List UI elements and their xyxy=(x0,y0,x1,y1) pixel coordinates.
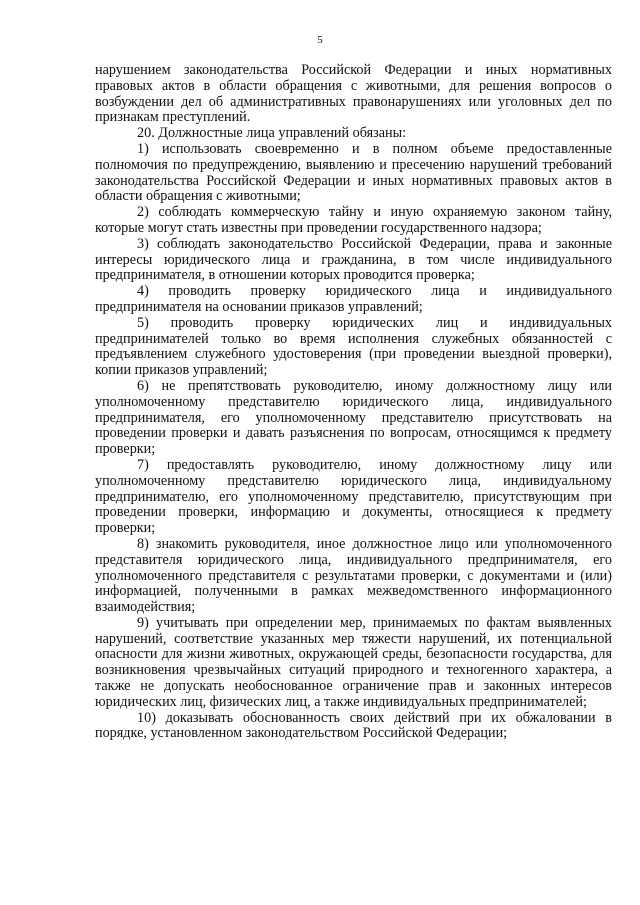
paragraph-item-5: 5) проводить проверку юридических лиц и индивидуальных предпринимателей только во время исполнения служебных обязанностей с предъявлением служебного удостоверения (при проведении выездной проверки), копии приказов управлений; xyxy=(95,314,612,379)
paragraph-item-6: 6) не препятствовать руководителю, иному должностному лицу или уполномоченному представителю юридического лица, индивидуального предпринимателя, его уполномоченному представителю присутствовать на проведении проверки и давать разъяснения по вопросам, относящимся к предмету проверки; xyxy=(95,377,612,458)
paragraph-item-4: 4) проводить проверку юридического лица и индивидуального предпринимателя на основании приказов управлений; xyxy=(95,283,612,315)
paragraph-continuation: нарушением законодательства Российской Федерации и иных нормативных правовых актов в области обращения с животными, для решения вопросов о возбуждении дел об административных правонарушениях или уголовных дел по признакам преступлений. xyxy=(95,62,612,126)
paragraph-clause-20: 20. Должностные лица управлений обязаны: xyxy=(137,125,407,142)
paragraph-item-7: 7) предоставлять руководителю, иному должностному лицу или уполномоченному представителю юридического лица, индивидуальному предпринимателю, его уполномоченному представителю, присутствующим при проведении проверки, информацию и документы, относящиеся к предмету проверки; xyxy=(95,456,612,537)
page-number: 5 xyxy=(317,34,323,46)
paragraph-item-1: 1) использовать своевременно и в полном объеме предоставленные полномочия по предупреждению, выявлению и пресечению нарушений требований законодательства Российской Федерации и иных нормативных правовых актов в области обращения с животными; xyxy=(95,140,612,205)
paragraph-item-2: 2) соблюдать коммерческую тайну и иную охраняемую законом тайну, которые могут стать известны при проведении государственного надзора; xyxy=(95,204,612,236)
paragraph-item-3: 3) соблюдать законодательство Российской Федерации, права и законные интересы юридического лица и гражданина, в том числе индивидуального предпринимателя, в отношении которых проводится проверка; xyxy=(95,235,612,284)
document-body xyxy=(95,63,612,742)
paragraph-item-9: 9) учитывать при определении мер, принимаемых по фактам выявленных нарушений, соответствие указанных мер тяжести нарушений, их потенциальной опасности для жизни животных, окружающей среды, безопасности государства, для возникновения чрезвычайных ситуаций природного и техногенного характера, а также не допускать необоснованное ограничение прав и законных интересов юридических лиц, физических лиц, а также индивидуальных предпринимателей; xyxy=(95,614,612,710)
paragraph-item-10: 10) доказывать обоснованность своих действий при их обжаловании в порядке, установленном законодательством Российской Федерации; xyxy=(95,709,612,742)
paragraph-item-8: 8) знакомить руководителя, иное должностное лицо или уполномоченного представителя юридического лица, индивидуального предпринимателя, его уполномоченного представителя с результатами проверки, с документами и (или) информацией, полученными в рамках межведомственного информационного взаимодействия; xyxy=(95,535,612,616)
